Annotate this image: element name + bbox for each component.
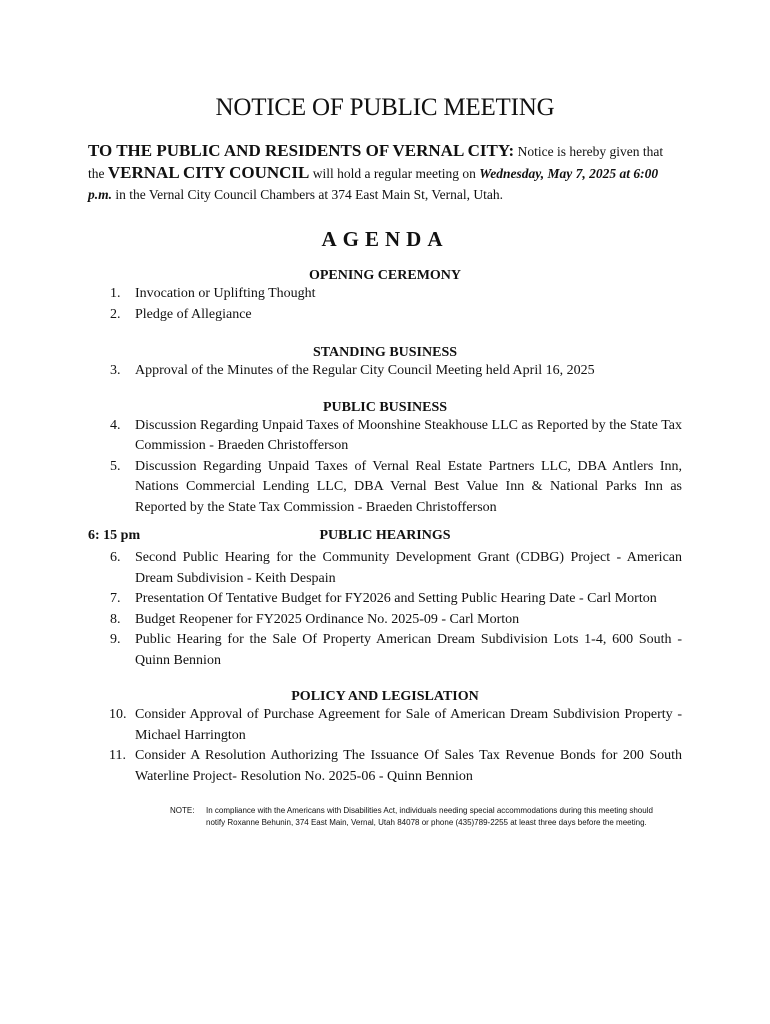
agenda-item bbox=[88, 589, 682, 610]
section-heading-public-business: PUBLIC BUSINESS bbox=[322, 399, 448, 415]
agenda-list-public-business bbox=[88, 416, 682, 519]
agenda-item bbox=[88, 284, 682, 305]
ada-note bbox=[88, 805, 682, 829]
item-number: 5. bbox=[110, 458, 121, 474]
item-number: 2. bbox=[110, 306, 121, 322]
section-heading-public-hearings: PUBLIC HEARINGS bbox=[319, 528, 451, 543]
note-text: In compliance with the Americans with Disabilities Act, individuals needing special accommodations during this meeting should notify Roxanne Behunin, 374 East Main, Vernal, Utah 84078 or phone (435)789-2255 at least three days before the meeting. bbox=[206, 806, 653, 827]
agenda-item bbox=[88, 630, 682, 671]
page-title: NOTICE OF PUBLIC MEETING bbox=[215, 94, 555, 121]
agenda-list-public-hearings bbox=[88, 548, 682, 671]
agenda-item bbox=[88, 746, 682, 787]
item-number: 8. bbox=[110, 611, 121, 627]
item-text: Discussion Regarding Unpaid Taxes of Moonshine Steakhouse LLC as Reported by the State Tax Commission - Braeden Christofferson bbox=[135, 417, 682, 453]
item-number: 1. bbox=[110, 286, 121, 301]
public-hearings-row bbox=[88, 528, 682, 548]
item-text: Public Hearing for the Sale Of Property American Dream Subdivision Lots 1-4, 600 South - Quinn Bennion bbox=[135, 632, 682, 668]
agenda-item bbox=[88, 610, 682, 631]
agenda-list-opening bbox=[88, 284, 682, 325]
item-text: Approval of the Minutes of the Regular City Council Meeting held April 16, 2025 bbox=[135, 363, 595, 378]
item-text: Second Public Hearing for the Community Development Grant (CDBG) Project - American Dream Subdivision - Keith Despain bbox=[135, 550, 682, 586]
intro-paragraph bbox=[88, 140, 682, 205]
agenda-item bbox=[88, 705, 682, 746]
section-heading-policy: POLICY AND LEGISLATION bbox=[291, 689, 479, 704]
item-text: Consider Approval of Purchase Agreement for Sale of American Dream Subdivision Property - Michael Harrington bbox=[135, 707, 682, 743]
note-label: NOTE: bbox=[170, 806, 195, 815]
item-number: 7. bbox=[110, 591, 121, 606]
intro-lead: TO THE PUBLIC AND RESIDENTS OF VERNAL CITY: bbox=[88, 141, 515, 160]
section-heading-standing: STANDING BUSINESS bbox=[312, 345, 458, 360]
item-text: Discussion Regarding Unpaid Taxes of Vernal Real Estate Partners LLC, DBA Antlers Inn, Nations Commercial Lending LLC, DBA Vernal Best Value Inn & National Parks Inn as Reported by the State Tax Commission - Braeden Christofferson bbox=[135, 458, 682, 515]
intro-text-2: will hold a regular meeting on bbox=[309, 166, 480, 181]
item-text: Consider A Resolution Authorizing The Issuance Of Sales Tax Revenue Bonds for 200 South Waterline Project- Resolution No. 2025-06 - Quinn Bennion bbox=[135, 748, 682, 784]
agenda-item bbox=[88, 416, 682, 457]
item-text: Pledge of Allegiance bbox=[135, 306, 252, 322]
item-number: 10. bbox=[109, 707, 127, 722]
section-heading-opening: OPENING CEREMONY bbox=[308, 268, 462, 283]
item-number: 6. bbox=[110, 550, 121, 565]
agenda-item bbox=[88, 548, 682, 589]
intro-date: Wednesday, May 7, 2025 at 6:00 p.m. bbox=[88, 166, 659, 202]
hearing-time: 6: 15 pm bbox=[88, 528, 141, 543]
item-text: Presentation Of Tentative Budget for FY2026 and Setting Public Hearing Date - Carl Morton bbox=[135, 591, 657, 606]
item-number: 4. bbox=[110, 417, 121, 433]
item-text: Budget Reopener for FY2025 Ordinance No. 2025-09 - Carl Morton bbox=[135, 611, 520, 627]
intro-text-1: Notice is hereby given that the bbox=[88, 144, 664, 181]
item-number: 3. bbox=[110, 363, 121, 378]
agenda-item bbox=[88, 457, 682, 519]
item-number: 9. bbox=[110, 632, 121, 647]
agenda-title: AGENDA bbox=[321, 227, 449, 251]
agenda-item bbox=[88, 361, 682, 382]
item-number: 11. bbox=[109, 748, 126, 763]
agenda-list-standing bbox=[88, 361, 682, 382]
agenda-list-policy bbox=[88, 705, 682, 787]
intro-text-3: in the Vernal City Council Chambers at 374 East Main St, Vernal, Utah. bbox=[112, 187, 503, 202]
agenda-item bbox=[88, 305, 682, 326]
item-text: Invocation or Uplifting Thought bbox=[135, 286, 316, 301]
intro-council: VERNAL CITY COUNCIL bbox=[107, 163, 310, 182]
